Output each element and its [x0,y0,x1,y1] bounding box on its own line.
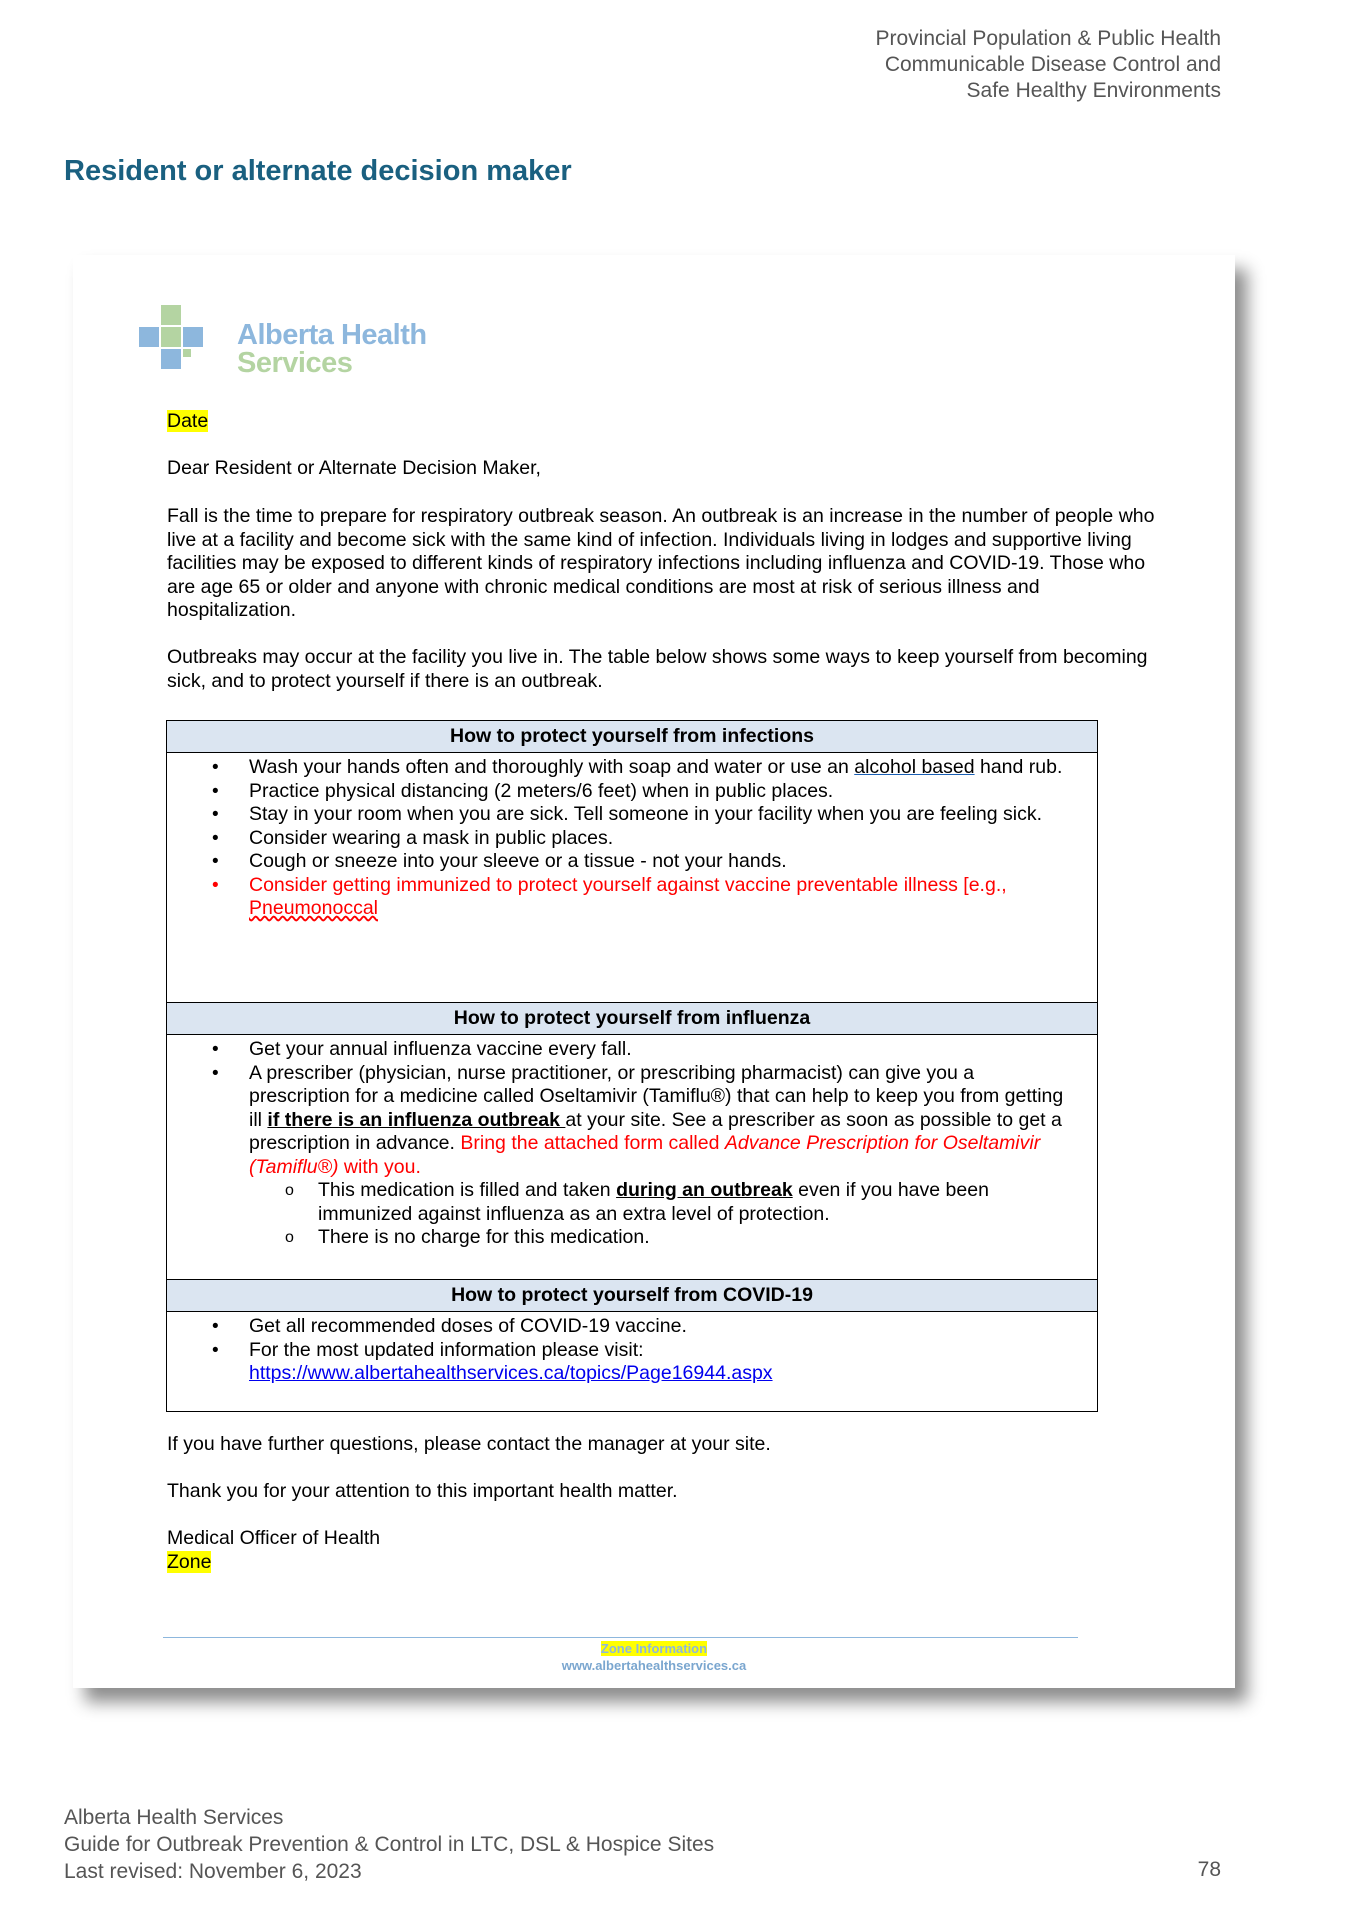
table-section-infections [167,753,1097,1003]
salutation: Dear Resident or Alternate Decision Maker, [167,457,541,479]
list-item: • Get all recommended doses of COVID-19 vaccine. [167,1315,1077,1339]
list-item: • Consider getting immunized to protect yourself against vaccine preventable illness [e.g., Pneumonoccal [167,874,1077,921]
zone-placeholder: Zone [167,1550,212,1573]
footer-line-1: Alberta Health Services [64,1806,284,1829]
intro-paragraph: Fall is the time to prepare for respiratory outbreak season. An outbreak is an increase in the number of people who live at a facility and become sick with the same kind of infection. Individuals living in lodges and supportive living facilities may be exposed to different kinds of respiratory infections including influenza and COVID-19. Those who are age 65 or older and anyone with chronic medical conditions are most at risk of serious illness and hospitalization. [167,505,1155,621]
header-line-3: Safe Healthy Environments [966,79,1221,102]
list-item: • For the most updated information please visit: https://www.albertahealthservices.ca/topics/Page16944.aspx [167,1339,1077,1386]
table-section-influenza [167,1035,1097,1280]
table-section-covid [167,1312,1097,1411]
covid-info-link[interactable]: https://www.albertahealthservices.ca/topics/Page16944.aspx [249,1362,773,1384]
page-header [875,26,1221,104]
page-footer [64,1804,714,1885]
alcohol-based-link[interactable]: alcohol based [854,756,975,778]
letter-footer-rule [163,1637,1078,1638]
ahs-cross-logo-icon [139,305,231,385]
header-line-2: Communicable Disease Control and [884,53,1221,76]
page-number: 78 [1197,1858,1221,1881]
list-item: • Consider wearing a mask in public places. [167,827,1077,851]
letter-footer-url: www.albertahealthservices.ca [561,1658,747,1673]
list-item: • Wash your hands often and thoroughly with soap and water or use an alcohol based hand rub. [167,756,1077,780]
table-heading-covid: How to protect yourself from COVID-19 [167,1280,1097,1312]
table-heading-influenza: How to protect yourself from influenza [167,1003,1097,1035]
logo-line-1: Alberta Health [237,319,427,351]
closing-questions: If you have further questions, please contact the manager at your site. [167,1433,771,1455]
outbreak-paragraph: Outbreaks may occur at the facility you live in. The table below shows some ways to keep yourself from becoming sick, and to protect yourself if there is an outbreak. [167,646,1148,692]
list-item: • Get your annual influenza vaccine every fall. [167,1038,1077,1062]
letter-image [73,255,1235,1688]
footer-line-2: Guide for Outbreak Prevention & Control in LTC, DSL & Hospice Sites [64,1833,715,1856]
logo-line-2: Services [237,347,353,379]
ahs-logo [139,305,439,385]
list-item: • Stay in your room when you are sick. Tell someone in your facility when you are feeling sick. [167,803,1077,827]
list-item: • Practice physical distancing (2 meters/6 feet) when in public places. [167,780,1077,804]
protection-table [166,720,1098,1412]
date-placeholder: Date [167,410,209,432]
logo-text [237,321,427,377]
footer-line-3: Last revised: November 6, 2023 [64,1860,362,1883]
section-title: Resident or alternate decision maker [64,155,572,187]
closing-thanks: Thank you for your attention to this important health matter. [167,1480,678,1502]
list-item: • A prescriber (physician, nurse practitioner, or prescribing pharmacist) can give you a prescription for a medicine called Oseltamivir (Tamiflu®) that can help to keep you from getting ill if there is an influenza outbreak at your site. See a prescriber as soon as possible to get a prescription in advance. Bring the attached form called Advance Prescription for Oseltamivir (Tamiflu®) with you. o This medication is filled and taken during an outbreak even if you have been immunized against influenza as an extra level of protection. o There is no charge for this medication. [167,1062,1077,1250]
table-heading-infections: How to protect yourself from infections [167,721,1097,753]
sub-list-item: o There is no charge for this medication. [249,1226,1077,1250]
header-line-1: Provincial Population & Public Health [875,27,1221,50]
signer: Medical Officer of Health [167,1527,381,1549]
letter-footer-zone: Zone Information [600,1641,708,1656]
list-item: • Cough or sneeze into your sleeve or a tissue - not your hands. [167,850,1077,874]
sub-list-item: o This medication is filled and taken during an outbreak even if you have been immunized against influenza as an extra level of protection. [249,1179,1077,1226]
